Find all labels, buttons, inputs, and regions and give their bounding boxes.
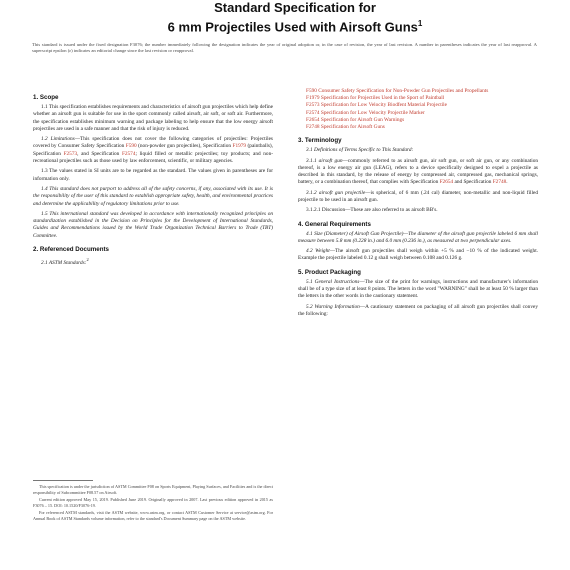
footnote-1: This specification is under the jurisdiction of ASTM Committee F08 on Sports Equipment, Playing Surfaces, and Facilities and is the direct responsibility of Subcommittee F08.57 on Airsoft. [33, 484, 273, 495]
para-1-2-b: (non-powder gun projectiles), Specification [136, 143, 233, 150]
para-3-1-2-head: 3.1.2 airsoft gun projectile [306, 189, 366, 196]
ref-code[interactable]: F2574 [306, 109, 320, 116]
title-footnote-mark: 1 [417, 19, 423, 28]
ref-link-f590[interactable]: F590 [125, 143, 137, 150]
ref-item-f2654[interactable] [306, 117, 538, 124]
footnote-1b: Current edition approved May 15, 2019. Published June 2019. Originally approved in 2007. Last previous edition approved in 2015 as F3076 – 15. DOI: 10.1520/F3076-19. [33, 497, 273, 508]
para-4-2-head: 4.2 Weight [306, 248, 330, 255]
ref-link-f2573[interactable]: F2573 [63, 150, 78, 157]
para-3-1-1-mid: and Specification [453, 179, 493, 186]
ref-item-f2573[interactable] [306, 102, 538, 109]
left-column [33, 88, 273, 270]
para-3-1: 3.1 Definitions of Terms Specific to This Standard: [306, 147, 414, 154]
para-1-2 [33, 136, 273, 165]
para-4-1-text: —The diameter of the airsoft gun projectile labeled 6 mm shall measure between 5.8 mm (0.228 in.) and 6.0 mm (0.236 in.), as measured at two perpendicular axes. [298, 230, 539, 244]
para-3-1-1-text: —commonly referred to as airsoft gun, air soft gun, or soft air gun, or any combination thereof, is a low energy air gun (LEAG), refers to a device specifically designed to expel a projectile as described in this standard, by the release of energy by compressed air, compressed gas, mechanical springs, battery, or a combination thereof, that complies with Specification [298, 157, 538, 186]
preamble-note: This standard is issued under the fixed designation F3076; the number immediately following the designation indicates the year of original adoption or, in the case of revision, the year of last revision. A number in parentheses indicates the year of last reapproval. A superscript epsilon (ε) indicates an editorial change since the last revision or reapproval. [32, 42, 537, 54]
ref-title[interactable]: Specification for Airsoft Guns [320, 124, 385, 131]
ref-link-f2654[interactable]: F2654 [439, 179, 454, 186]
right-column [298, 88, 538, 321]
footnote-2: For referenced ASTM standards, visit the ASTM website, www.astm.org, or contact ASTM Customer Service at service@astm.org. For Annual Book of ASTM Standards volume information, refer to the standard's Document Summary page on the ASTM website. [33, 510, 273, 521]
para-1-1: 1.1 This specification establishes requirements and characteristics of airsoft gun projectiles which help define whether an airsoft gun is suitable for use in the sport commonly called airsoft, air soft, or soft air. Furthermore, the specification establishes minimum warning and package labeling to help ensure that the low energy airsoft projectiles are used in a safe manner and that the risk of injury is reduced. [33, 104, 274, 132]
para-3-1-2 [298, 190, 538, 205]
para-1-2-c: (paintballs), Specification [33, 143, 273, 157]
para-2-1-footnote-mark: 2 [86, 257, 89, 263]
ref-item-f2574[interactable] [306, 110, 538, 117]
para-1-5: 1.5 This international standard was developed in accordance with internationally recognized principles on standardization established in the Decision on Principles for the Development of International Standards, Guides and Recommendations issued by the World Trade Organization Technical Barriers to Trade (TBT) Committee. [33, 210, 273, 239]
section-packaging-heading: 5. Product Packaging [298, 268, 361, 276]
para-3-1-2-text: —is spherical, of 6 mm (.24 cal) diameter, non-metallic and non-liquid filled projectile to be used in an airsoft gun. [298, 189, 538, 203]
section-terminology-heading: 3. Terminology [298, 137, 342, 145]
para-1-2-e: ; liquid filled or metallic projectiles; toy products; and non-recreational projectiles such as those used by law enforcement, scientific, or military agencies. [33, 150, 273, 165]
ref-title[interactable]: Specification for Low Velocity Biodfent Material Projectile [320, 102, 447, 109]
para-1-3: 1.3 The values stated in SI units are to be regarded as the standard. The values given in parentheses are for information only. [33, 168, 273, 182]
para-1-2-d: , and Specification [77, 150, 122, 157]
ref-title[interactable]: Consumer Safety Specification for Non-Powder Gun Projectiles and Propellants [318, 88, 489, 94]
section-general-heading: 4. General Requirements [298, 220, 371, 228]
ref-code[interactable]: F2573 [306, 102, 320, 109]
section-refdocs-heading: 2. Referenced Documents [33, 246, 109, 254]
ref-code[interactable]: F2748 [306, 124, 320, 131]
para-5-1-text: —The size of the print for warnings, instructions and manufacturer's information shall be of a type size of at least 8 points. The letters in the word "WARNING" shall be at least 50 % larger than the letters in the other words in the cautionary statement. [298, 278, 538, 300]
para-1-4: 1.4 This standard does not purport to address all of the safety concerns, if any, associated with its use. It is the responsibility of the user of this standard to establish appropriate safety, health, and environmental practices and determine the applicability of regulatory limitations prior to use. [33, 185, 273, 207]
ref-title[interactable]: Specification for Low Velocity Projectile Marker [320, 109, 425, 116]
referenced-standards-list [298, 88, 538, 131]
para-3-1-2-1: 3.1.2.1 Discussion—These are also referred to as airsoft BB's. [306, 207, 438, 214]
para-5-1-head: 5.1 General Instructions [306, 278, 360, 285]
para-5-1 [298, 279, 538, 301]
para-3-1-1: 3.1.1 airsoft gun—commonly referred to as airsoft gun, air soft gun, or soft air gun, or any combination thereof, is a low energy air gun (LEAG), refers to a device specifically designed to expel a projectile as described in this standard, by the release of energy by compressed air, compressed gas, mechanical springs, battery, or a combination thereof, that complies with Specification F2654 and Specification F2748. [298, 157, 538, 186]
para-2-1-text: 2.1 ASTM Standards: [41, 259, 87, 266]
footnotes [33, 484, 273, 524]
ref-title[interactable]: Specification for Projectiles Used in the Sport of Paintball [320, 95, 445, 102]
para-1-2-head: 1.2 Limitations [41, 136, 75, 143]
ref-title[interactable]: Specification for Airsoft Gun Warnings [320, 116, 405, 123]
title-line-1: Standard Specification for [214, 0, 376, 15]
para-3-1-1-head: 3.1.1 airsoft gun [306, 157, 343, 164]
para-5-2 [298, 304, 538, 319]
ref-link-f2574[interactable]: F2574 [121, 150, 136, 157]
para-4-2-text: —The airsoft gun projectiles shall weigh within +5 % and −10 % of the indicated weight. Example the projectile labeled 0.12 g shall weigh between 0.108 and 0.126 g. [298, 248, 538, 262]
document-title [95, 0, 495, 35]
footnote-rule [33, 480, 93, 481]
para-5-2-text: —A cautionary statement on packaging of all airsoft gun projectiles shall convey the following: [298, 303, 538, 317]
para-4-1 [298, 231, 538, 246]
ref-item-f2748[interactable] [306, 124, 538, 131]
para-1-2-a: —This specification does not cover the following categories of projectiles: Projectiles covered by Consumer Safety Specification [33, 136, 273, 150]
para-4-2 [298, 248, 538, 263]
ref-code[interactable]: F2654 [306, 116, 320, 123]
ref-code[interactable]: F590 [306, 88, 317, 94]
title-line-2-text: 6 mm Projectiles Used with Airsoft Guns [167, 19, 418, 35]
ref-code[interactable]: F1979 [306, 95, 320, 102]
para-2-1 [33, 256, 273, 267]
ref-link-f1979[interactable]: F1979 [232, 143, 247, 150]
ref-link-f2748[interactable]: F2748 [492, 179, 507, 186]
title-line-2 [95, 16, 495, 35]
para-5-2-head: 5.2 Warning Information [306, 303, 360, 310]
section-scope-heading: 1. Scope [33, 94, 59, 101]
para-4-1-head: 4.1 Size (Diameter) of Airsoft Gun Projectile) [306, 230, 404, 237]
